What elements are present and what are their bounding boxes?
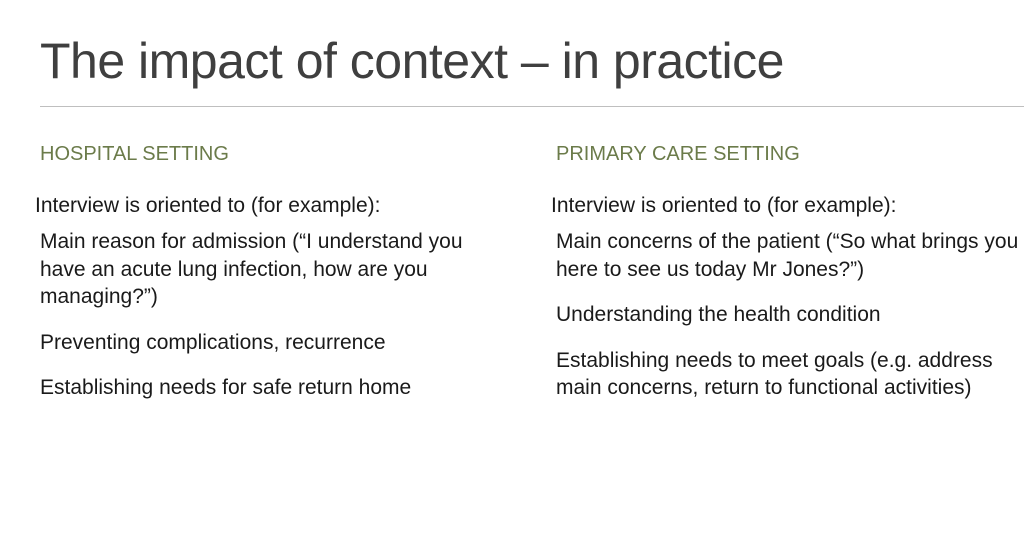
slide-title: The impact of context – in practice [40,33,784,89]
primary-care-intro: Interview is oriented to (for example): [551,194,897,217]
hospital-column [35,140,510,420]
hospital-point: Preventing complications, recurrence [40,330,386,354]
hospital-point: Establishing needs for safe return home [40,376,412,399]
primary-care-point: Establishing needs to meet goals (e.g. address main concerns, return to functional activities) [556,348,993,399]
primary-care-column [551,140,1024,420]
title-divider [40,106,1024,107]
primary-care-heading: PRIMARY CARE SETTING [556,143,800,165]
hospital-point: Main reason for admission (“I understand you have an acute lung infection, how are you managing?”) [40,230,463,308]
primary-care-point: Main concerns of the patient (“So what brings you here to see us today Mr Jones?”) [556,230,1019,281]
primary-care-points-list [556,228,1024,402]
primary-care-point: Understanding the health condition [556,303,881,326]
hospital-heading: HOSPITAL SETTING [40,143,229,165]
hospital-intro: Interview is oriented to (for example): [35,194,381,217]
hospital-points-list [40,228,510,402]
